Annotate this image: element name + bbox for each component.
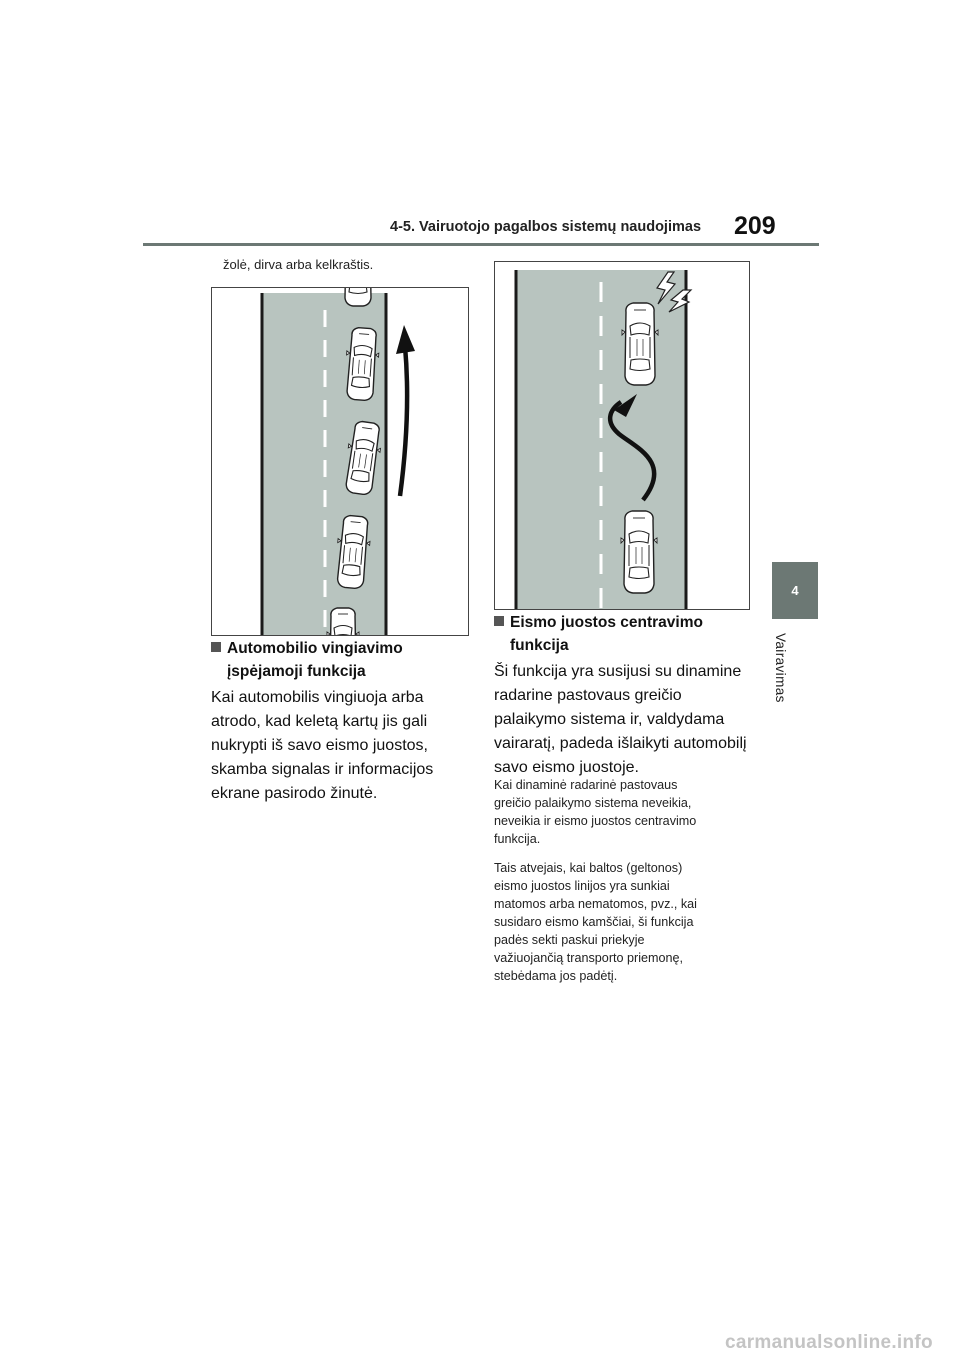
car-icon xyxy=(622,303,658,385)
heading-bullet-icon xyxy=(211,642,221,652)
lane-centering-note: Tais atvejais, kai baltos (geltonos) eismo juostos linijos yra sunkiai matomos arba nematomos, pvz., kai susidaro eismo kamščiai, ši funkcija padės sekti paskui priekyje važiuojančią transporto priemonę, stebėdama jos padėtį. xyxy=(494,861,697,983)
arrow-head-icon xyxy=(396,325,415,354)
sway-warning-paragraph: Kai automobilis vingiuoja arba atrodo, kad keletą kartų jis gali nukrypti iš savo eismo juostos, skamba signalas ir informacijos ekrane pasirodo žinutė. xyxy=(211,689,434,802)
lane-centering-note: Kai dinaminė radarinė pastovaus greičio palaikymo sistema neveikia, neveikia ir eismo juostos centravimo funkcija. xyxy=(494,778,697,846)
chapter-tab xyxy=(772,562,818,619)
heading-bullet-icon xyxy=(494,616,504,626)
page-number: 209 xyxy=(734,212,776,240)
watermark: carmanualsonline.info xyxy=(725,1332,933,1353)
curved-arrow-icon xyxy=(400,346,407,496)
header-divider xyxy=(143,243,819,246)
car-icon xyxy=(327,608,359,635)
car-icon xyxy=(621,511,657,593)
lane-centering-illustration xyxy=(494,261,750,610)
continuation-text: žolė, dirva arba kelkraštis. xyxy=(223,257,374,272)
sway-warning-illustration xyxy=(211,287,469,636)
chapter-number: 4 xyxy=(791,583,799,598)
lane-centering-paragraph: Ši funkcija yra susijusi su dinamine radarine pastovaus greičio palaikymo sistema ir, valdydama vairaratį, padeda išlaikyti automobilį savo eismo juostoje. xyxy=(494,663,747,776)
section-title: 4-5. Vairuotojo pagalbos sistemų naudojimas xyxy=(390,219,702,235)
chapter-label: Vairavimas xyxy=(773,633,788,703)
sway-warning-heading: Automobilio vingiavimo įspėjamoji funkcija xyxy=(211,637,403,683)
lane-centering-heading: Eismo juostos centravimo funkcija xyxy=(494,611,703,657)
car-icon xyxy=(342,288,374,306)
